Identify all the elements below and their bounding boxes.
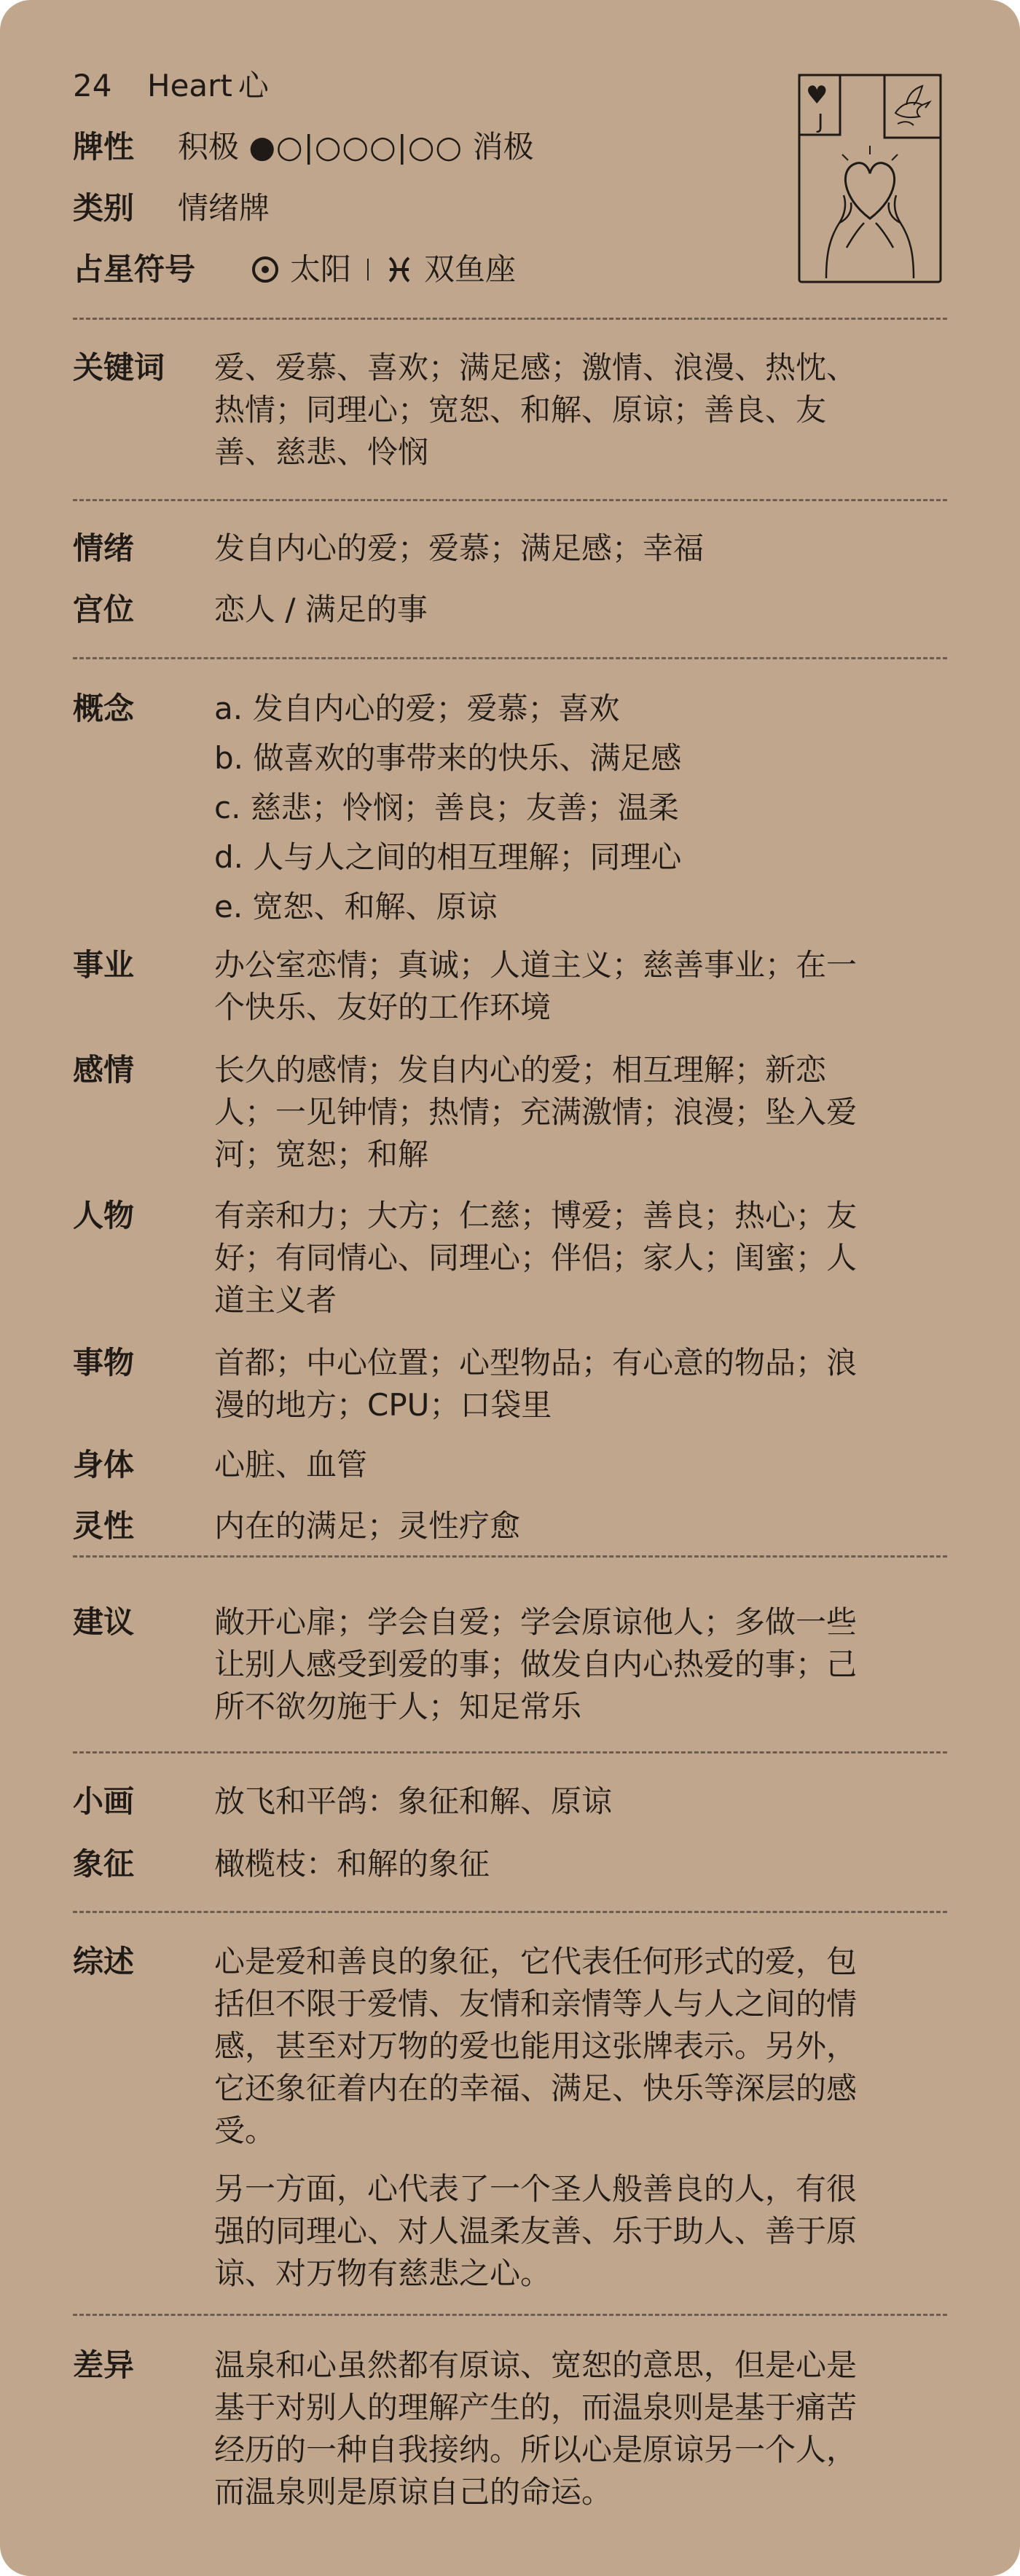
heart-icon [845, 163, 894, 219]
text-line: 热情；同理心；宽恕、和解、原谅；善良、友 [214, 392, 827, 428]
text-line: 敞开心扉；学会自爱；学会原谅他人；多做一些 [214, 1604, 858, 1640]
polarity-label: 牌性 [73, 129, 135, 165]
text-line: 漫的地方；CPU；口袋里 [214, 1387, 552, 1423]
text-line: 有亲和力；大方；仁慈；博爱；善良；热心；友 [214, 1198, 858, 1233]
text-line: 基于对别人的理解产生的，而温泉则是基于痛苦 [214, 2390, 858, 2425]
text-line: 而温泉则是原谅自己的命运。 [214, 2474, 613, 2510]
text-line: 另一方面，心代表了一个圣人般善良的人，有很 [214, 2171, 858, 2207]
symbol-label: 象征 [73, 1846, 135, 1882]
card-rank: J [817, 109, 824, 133]
astro-label: 占星符号 [73, 251, 196, 287]
polarity-dots: ●○|○○○|○○ [248, 129, 463, 165]
text-line: 长久的感情；发自内心的爱；相互理解；新恋 [214, 1052, 827, 1088]
text-line: 温泉和心虽然都有原谅、宽恕的意思，但是心是 [214, 2347, 858, 2383]
house-label: 宫位 [73, 592, 135, 627]
text-line: 首都；中心位置；心型物品；有心意的物品；浪 [214, 1345, 858, 1381]
astro-separator [367, 259, 369, 280]
emotion-label: 情绪 [73, 530, 135, 566]
text-line: 善、慈悲、怜悯 [214, 434, 429, 470]
advice-text [214, 1601, 1016, 1728]
text-line: 让别人感受到爱的事；做发自内心热爱的事；己 [214, 1646, 858, 1682]
text-line: 所不欲勿施于人；知足常乐 [214, 1689, 582, 1724]
summary-text [214, 1941, 1016, 2295]
spirit-label: 灵性 [73, 1508, 135, 1544]
text-line: 强的同理心、对人温柔友善、乐于助人、善于原 [214, 2213, 858, 2249]
text-line: 受。 [214, 2113, 276, 2148]
concept-list [214, 688, 1016, 935]
text-line: 道主义者 [214, 1282, 337, 1318]
card-number: 24 [73, 68, 112, 103]
list-item: e. 宽恕、和解、原谅 [214, 889, 498, 924]
polarity-scale [178, 125, 534, 169]
list-item: b. 做喜欢的事带来的快乐、满足感 [214, 740, 682, 776]
card-header [0, 0, 1020, 313]
sun-symbol-icon [251, 255, 280, 284]
astro-planet: 太阳 [290, 251, 352, 287]
symbol-text: 橄榄枝：和解的象征 [214, 1846, 490, 1882]
astro-symbols [251, 248, 516, 291]
career-text [214, 944, 1016, 1029]
card-title-en: Heart [147, 68, 232, 103]
spirit-text: 内在的满足；灵性疗愈 [214, 1508, 521, 1544]
dove-icon [895, 86, 930, 125]
text-line: 个快乐、友好的工作环境 [214, 989, 552, 1025]
people-label: 人物 [73, 1198, 135, 1233]
difference-label: 差异 [73, 2347, 135, 2383]
divider [73, 318, 947, 320]
divider [73, 1911, 947, 1913]
divider [73, 1555, 947, 1558]
text-line: 办公室恋情；真诚；人道主义；慈善事业；在一 [214, 947, 858, 983]
things-text [214, 1342, 1016, 1426]
list-item: d. 人与人之间的相互理解；同理心 [214, 839, 682, 875]
list-item: c. 慈悲；怜悯；善良；友善；温柔 [214, 790, 679, 825]
category-value: 情绪牌 [178, 190, 270, 226]
text-line: 人；一见钟情；热情；充满激情；浪漫；坠入爱 [214, 1094, 858, 1130]
keywords-text [214, 347, 1016, 474]
small-picture-label: 小画 [73, 1783, 135, 1819]
summary-label: 综述 [73, 1944, 135, 1979]
text-line: 爱、爱慕、喜欢；满足感；激情、浪漫、热忱、 [214, 350, 858, 385]
divider [73, 499, 947, 501]
emotion-text: 发自内心的爱；爱慕；满足感；幸福 [214, 530, 705, 566]
career-label: 事业 [73, 947, 135, 983]
text-line: 心是爱和善良的象征，它代表任何形式的爱，包 [214, 1944, 858, 1979]
text-line: 好；有同情心、同理心；伴侣；家人；闺蜜；人 [214, 1240, 858, 1276]
small-picture-text: 放飞和平鸽：象征和解、原谅 [214, 1783, 613, 1819]
summary-paragraph-2 [214, 2168, 1016, 2295]
love-text [214, 1049, 1016, 1176]
body-text: 心脏、血管 [214, 1447, 368, 1483]
text-line: 河；宽恕；和解 [214, 1136, 429, 1172]
house-text: 恋人 / 满足的事 [214, 592, 428, 627]
body-label: 身体 [73, 1447, 135, 1483]
card-title-zh: 心 [238, 68, 269, 103]
heart-card-illustration [797, 73, 943, 284]
text-line: 谅、对万物有慈悲之心。 [214, 2255, 552, 2291]
divider [73, 1751, 947, 1754]
things-label: 事物 [73, 1345, 135, 1381]
heart-suit-icon: ♥ [806, 81, 828, 110]
text-line: 它还象征着内在的幸福、满足、快乐等深层的感 [214, 2070, 858, 2106]
keywords-label: 关键词 [73, 350, 165, 385]
love-label: 感情 [73, 1052, 135, 1088]
difference-text [214, 2344, 1016, 2513]
category-label: 类别 [73, 190, 135, 226]
card-title [147, 64, 269, 108]
concept-label: 概念 [73, 691, 135, 726]
advice-label: 建议 [73, 1604, 135, 1640]
hands-icon [826, 195, 914, 278]
summary-paragraph-1 [214, 1941, 1016, 2152]
list-item: a. 发自内心的爱；爱慕；喜欢 [214, 691, 620, 726]
divider [73, 2314, 947, 2316]
dove-box [884, 75, 941, 138]
text-line: 感，甚至对万物的爱也能用这张牌表示。另外， [214, 2028, 858, 2064]
radiance-lines [842, 146, 898, 160]
polarity-right: 消极 [472, 129, 534, 165]
divider [73, 657, 947, 659]
people-text [214, 1195, 1016, 1322]
text-line: 括但不限于爱情、友情和亲情等人与人之间的情 [214, 1986, 858, 2022]
text-line: 经历的一种自我接纳。所以心是原谅另一个人， [214, 2432, 858, 2467]
polarity-left: 积极 [178, 129, 240, 165]
pisces-symbol-icon [385, 255, 414, 284]
astro-sign: 双鱼座 [424, 251, 517, 287]
